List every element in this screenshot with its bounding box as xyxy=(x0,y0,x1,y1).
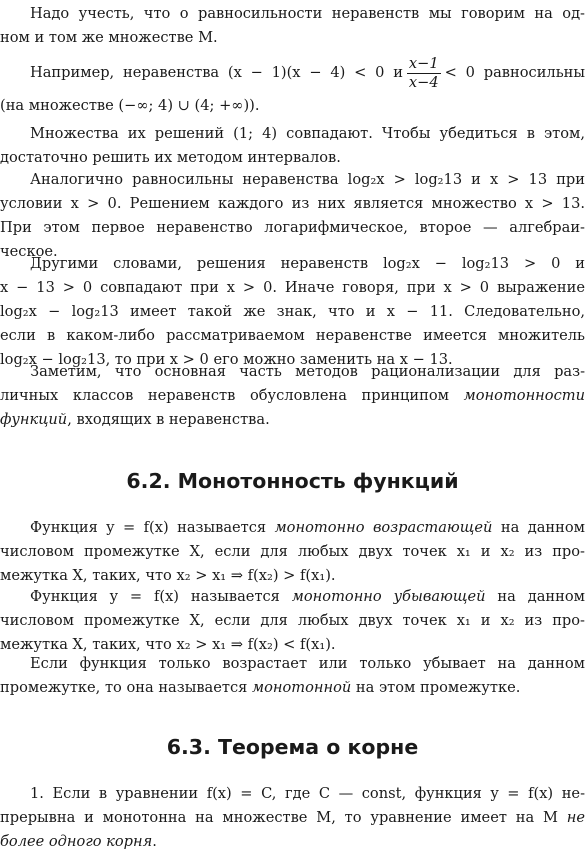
paragraph-monotonic-def xyxy=(0,652,585,700)
text-line: условии x > 0. Решением каждого из них является множество x > 13. xyxy=(0,195,585,212)
text-line: ном и том же множестве M. xyxy=(0,29,218,46)
text-line: При этом первое неравенство логарифмическое, второе — алгебраи- xyxy=(0,219,585,236)
fraction-numerator: x−1 xyxy=(408,54,439,72)
text-line: (на множестве (−∞; 4) ∪ (4; +∞)). xyxy=(0,97,260,114)
text-line: достаточно решить их методом интервалов. xyxy=(0,149,341,166)
text-line: числовом промежутке X, если для любых двух точек x₁ и x₂ из про- xyxy=(0,612,585,629)
emphasis: монотонно убывающей xyxy=(291,588,486,605)
text-line xyxy=(0,384,585,408)
text-line: Заметим, что основная часть методов рационализации для раз- xyxy=(30,363,585,380)
text-line: 1. Если в уравнении f(x) = C, где C — const, функция y = f(x) не- xyxy=(30,785,585,802)
paragraph-solution-sets xyxy=(0,122,585,170)
text-line: Надо учесть, что о равносильности неравенств мы говорим на од- xyxy=(30,5,585,22)
text-fragment: , входящих в неравенства. xyxy=(67,411,270,428)
emphasis: монотонно возрастающей xyxy=(274,519,493,536)
text-line xyxy=(0,52,585,94)
text-line xyxy=(0,408,585,432)
text-fragment: прерывна и монотонна на множестве M, то уравнение имеет на M xyxy=(0,809,567,826)
text-fragment: . xyxy=(152,833,157,850)
text-fragment: Например, неравенства (x − 1)(x − 4) < 0 и xyxy=(30,64,403,81)
text-fragment: Функция y = f(x) называется xyxy=(30,519,275,536)
paragraph-increasing-def xyxy=(0,516,585,588)
emphasis: монотонной xyxy=(251,679,352,696)
text-line: межутка X, таких, что x₂ > x₁ ⇒ f(x₂) < f(x₁). xyxy=(0,636,336,653)
text-fragment: на данном xyxy=(492,519,585,536)
text-line: межутка X, таких, что x₂ > x₁ ⇒ f(x₂) > f(x₁). xyxy=(0,567,336,584)
text-line: log₂x − log₂13 имеет такой же знак, что и x − 11. Следовательно, xyxy=(0,303,585,320)
fraction-denominator: x−4 xyxy=(408,73,439,91)
paragraph-rationalization xyxy=(0,360,585,432)
section-heading-monotonicity: 6.2. Монотонность функций xyxy=(126,469,459,493)
text-line: Аналогично равносильны неравенства log₂x > log₂13 и x > 13 при xyxy=(30,171,585,188)
text-fragment: Функция y = f(x) называется xyxy=(30,588,292,605)
section-heading-root-theorem: 6.3. Теорема о корне xyxy=(166,735,419,759)
text-fragment: личных классов неравенств обусловлена принципом xyxy=(0,387,464,404)
text-line: Если функция только возрастает или только убывает на данном xyxy=(30,655,585,672)
text-line xyxy=(0,676,585,700)
text-line: Другими словами, решения неравенств log₂x − log₂13 > 0 и xyxy=(30,255,585,272)
paragraph-log-sign xyxy=(0,252,585,372)
text-line xyxy=(0,806,585,830)
paragraph-log-example xyxy=(0,168,585,264)
text-line xyxy=(0,830,585,854)
text-fragment: на этом промежутке. xyxy=(351,679,521,696)
text-fragment: < 0 равносильны xyxy=(444,64,585,81)
text-line: Множества их решений (1; 4) совпадают. Чтобы убедиться в этом, xyxy=(30,125,585,142)
text-fragment: промежутке, то она называется xyxy=(0,679,252,696)
emphasis: монотонности xyxy=(463,387,585,404)
text-line xyxy=(0,585,585,609)
text-line xyxy=(0,516,585,540)
text-line: x − 13 > 0 совпадают при x > 0. Иначе говоря, при x > 0 выражение xyxy=(0,279,585,296)
emphasis: не xyxy=(566,809,585,826)
text-line: если в каком-либо рассматриваемом неравенстве имеется множитель xyxy=(0,327,585,344)
emphasis: функций xyxy=(0,411,68,428)
text-line: ческое. xyxy=(0,243,58,260)
paragraph-decreasing-def xyxy=(0,585,585,657)
emphasis: более одного корня xyxy=(0,833,153,850)
text-line: числовом промежутке X, если для любых двух точек x₁ и x₂ из про- xyxy=(0,543,585,560)
text-line: log₂x − log₂13, то при x > 0 его можно заменить на x − 13. xyxy=(0,351,453,368)
paragraph-equivalence-intro xyxy=(0,2,585,50)
paragraph-root-theorem xyxy=(0,782,585,854)
text-fragment: на данном xyxy=(485,588,585,605)
paragraph-example xyxy=(0,52,585,118)
fraction xyxy=(407,55,441,92)
